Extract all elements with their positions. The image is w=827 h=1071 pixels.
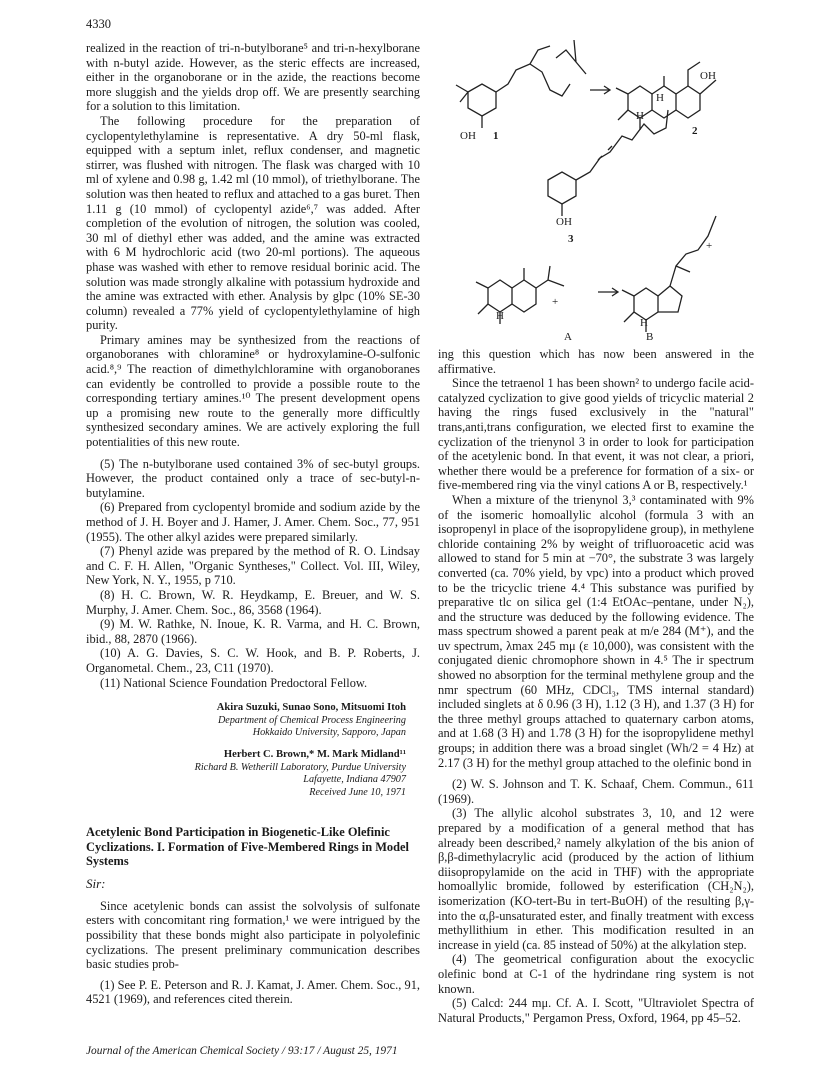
footnote: (6) Prepared from cyclopentyl bromide and sodium azide by the method of J. H. Boyer and J. Hamer, J. Amer. Chem. Soc., 77, 951 (1955). The other alkyl azides were prepared similarly. bbox=[86, 500, 420, 544]
arrow-icon bbox=[590, 86, 610, 94]
hydrogen-label: H bbox=[496, 310, 504, 322]
arrow-icon bbox=[598, 288, 618, 296]
footnote: (2) W. S. Johnson and T. K. Schaaf, Chem. Commun., 611 (1969). bbox=[438, 777, 754, 806]
footnote: (1) See P. E. Peterson and R. J. Kamat, J. Amer. Chem. Soc., 91, 4521 (1969), and references cited therein. bbox=[86, 977, 420, 1007]
footnote: (7) Phenyl azide was prepared by the method of R. O. Lindsay and C. F. H. Allen, "Organic Syntheses," Collect. Vol. III, Wiley, New York, N. Y., 1955, p 710. bbox=[86, 544, 420, 588]
compound-number: 1 bbox=[493, 130, 499, 142]
cation-label: + bbox=[706, 240, 713, 252]
author-names: Herbert C. Brown,* M. Mark Midland¹¹ bbox=[223, 749, 406, 761]
compound-3-structure bbox=[548, 110, 668, 216]
left-column bbox=[86, 41, 420, 1007]
university: Hokkaido University, Sapporo, Japan bbox=[252, 726, 406, 738]
affiliation-block bbox=[86, 702, 406, 799]
article-title: Acetylenic Bond Participation in Biogenetic-Like Olefinic Cyclizations. I. Formation of Five-Membered Rings in Model Systems bbox=[86, 824, 409, 869]
intermediate-b-structure bbox=[622, 216, 716, 332]
hydroxyl-label: OH bbox=[556, 216, 572, 228]
paragraph: Primary amines may be synthesized from the reactions of organoboranes with chloramine⁸ or hydroxylamine-O-sulfonic acid.⁸,⁹ The reaction of dimethylchloramine with organoboranes can evidently be controlled to provide a possible route to the corresponding tertiary amines.¹⁰ The present development opens up a promising new route to the generally more difficultly synthesized secondary amines. We are actively exploring the full potentialities of this new route. bbox=[86, 332, 420, 450]
reaction-scheme-diagram bbox=[438, 40, 758, 345]
footnote: (4) The geometrical configuration about the exocyclic olefinic bond at C-1 of the hydrindane ring system is not known. bbox=[438, 952, 754, 996]
footnote: (11) National Science Foundation Predoctoral Fellow. bbox=[100, 675, 368, 690]
compound-number: 2 bbox=[692, 125, 698, 137]
footnote: (3) The allylic alcohol substrates 3, 10, and 12 were prepared by a modification of a general method that has already been described,² namely alkylation of the bis anion of β,β-dimethylacrylic acid (produced by the action of lithium diisopropylamide on the acid in THF) with the appropriate homoallylic bromide, followed by esterification (CH₂N₂), isomerization (KO-tert-Bu in tert-BuOH) of the resulting β,γ- into the α,β-unsaturated ester, and finally treatment with excess methyllithium in ether. This modification resulted in an increase in yield (ca. 85 instead of 50%) at the alkylation step. bbox=[438, 806, 754, 952]
received-date: Received June 10, 1971 bbox=[309, 786, 406, 798]
paragraph: Since the tetraenol 1 has been shown² to undergo facile acid-catalyzed cyclization to give good yields of tricyclic material 2 having the rings fused exclusively in the "natural" trans,anti,trans configuration, we elected first to examine the cyclization of the trienynol 3 in order to look for participation of the acetylenic bond. In that event, it was not clear, a priori, whether there would be a preference for formation of a six- or five-membered ring via the vinyl cations A or B, respectively.¹ bbox=[438, 376, 754, 493]
footnote: (5) The n-butylborane used contained 3% of sec-butyl groups. However, the product contained only a trace of sec-butyl-n-butylamine. bbox=[86, 456, 420, 500]
paragraph: ing this question which has now been answered in the affirmative. bbox=[438, 347, 754, 376]
footnote: (10) A. G. Davies, S. C. W. Hook, and B. P. Roberts, J. Organometal. Chem., 23, C11 (1970). bbox=[86, 646, 420, 675]
intermediate-label: A bbox=[564, 331, 572, 343]
hydrogen-label: H bbox=[640, 317, 648, 329]
compound-number: 3 bbox=[568, 233, 574, 245]
footnote: (5) Calcd: 244 mμ. Cf. A. I. Scott, "Ultraviolet Spectra of Natural Products," Pergamon Press, Oxford, 1964, pp 45–52. bbox=[438, 996, 754, 1025]
footnote: (9) M. W. Rathke, N. Inoue, K. R. Varma, and H. C. Brown, ibid., 88, 2870 (1966). bbox=[86, 617, 420, 646]
laboratory: Richard B. Wetherill Laboratory, Purdue University bbox=[194, 761, 406, 773]
department: Department of Chemical Process Engineering bbox=[217, 714, 406, 726]
location: Lafayette, Indiana 47907 bbox=[303, 774, 406, 786]
author-names: Akira Suzuki, Sunao Sono, Mitsuomi Itoh bbox=[216, 702, 406, 714]
hydrogen-label: H bbox=[636, 110, 644, 122]
paragraph: realized in the reaction of tri-n-butylborane⁵ and tri-n-hexylborane with n-butyl azide. However, as the steric effects are increased, either in the organoborane or in the azide, the reactions become more sluggish and the yields drop off. We are presently searching for a solution to this limitation. bbox=[86, 41, 420, 114]
right-column bbox=[438, 347, 754, 1025]
paragraph: When a mixture of the trienynol 3,³ contaminated with 9% of the isomeric homoallylic alcohol (formula 3 with an isopropenyl in place of the isopropylidene group), in methylene chloride containing 2% by weight of trifluoroacetic acid was allowed to stand for 5 min at −70°, the substrate 3 was largely converted (ca. 70% yield, by vpc) into a product which proved to be the tricyclic triene 4.⁴ This substance was purified by preparative tlc on silica gel (1:4 EtOAc–pentane, under N₂), and the structure was deduced by the following evidence. The mass spectrum showed a parent peak at m/e 284 (M⁺), and the uv spectrum, λmax 245 mμ (ε 10,000), was consistent with the conjugated dienic chromophore shown in 4.⁵ The ir spectrum showed no absorption for the terminal methylene group and the nmr spectrum (60 MHz, CDCl₃, TMS internal standard) included singlets at δ 0.96 (3 H), 1.12 (3 H), and 1.37 (3 H) for the three methyl groups attached to quaternary carbon atoms, and at 1.68 (3 H) and 1.78 (3 H) for the isopropylidene methyl groups; in addition there was a broad singlet (Wh/2 = 4 Hz) at 2.17 (3 H) for the methyl group attached to the olefinic bond in bbox=[438, 492, 754, 770]
cation-label: + bbox=[552, 296, 559, 308]
page-number: 4330 bbox=[86, 17, 111, 31]
compound-1-structure bbox=[456, 40, 586, 128]
salutation: Sir: bbox=[86, 875, 106, 891]
hydroxyl-label: OH bbox=[700, 70, 716, 82]
intermediate-a-structure bbox=[476, 266, 564, 324]
hydroxyl-label: OH bbox=[460, 130, 476, 142]
paragraph: Since acetylenic bonds can assist the solvolysis of sulfonate esters with concomitant ring formation,¹ we were intrigued by the possibility that these bonds might also participate in polyolefinic cyclizations. The present preliminary communication describes basic studies prob- bbox=[86, 898, 420, 972]
journal-footer: Journal of the American Chemical Society / 93:17 / August 25, 1971 bbox=[86, 1045, 398, 1057]
footnote: (8) H. C. Brown, W. R. Heydkamp, E. Breuer, and W. S. Murphy, J. Amer. Chem. Soc., 86, 3568 (1964). bbox=[86, 587, 420, 617]
intermediate-label: B bbox=[646, 331, 654, 343]
hydrogen-label: H bbox=[656, 92, 664, 104]
paragraph: The following procedure for the preparation of cyclopentylethylamine is representative. A dry 50-ml flask, equipped with a septum inlet, reflux condenser, and magnetic stirrer, was flushed with nitrogen. The flask was charged with 10 ml of xylene and 0.98 g, 1.42 ml (10 mmol), of triethylborane. The solution was then heated to reflux and attached to a gas buret. Then 1.11 g (10 mmol) of cyclopentyl azide⁶,⁷ was added. After completion of the evolution of nitrogen, the solution was cooled, 30 ml of diethyl ether was added, and the amine was extracted with 6 M hydrochloric acid (two 20-ml portions). The aqueous phase was washed with ether to remove residual borinic acid. The solution was made strongly alkaline with potassium hydroxide and the amine was extracted with ether. Analysis by glpc (10% SE-30 column) revealed a 77% yield of cyclopentylethylamine of high purity. bbox=[86, 113, 420, 333]
